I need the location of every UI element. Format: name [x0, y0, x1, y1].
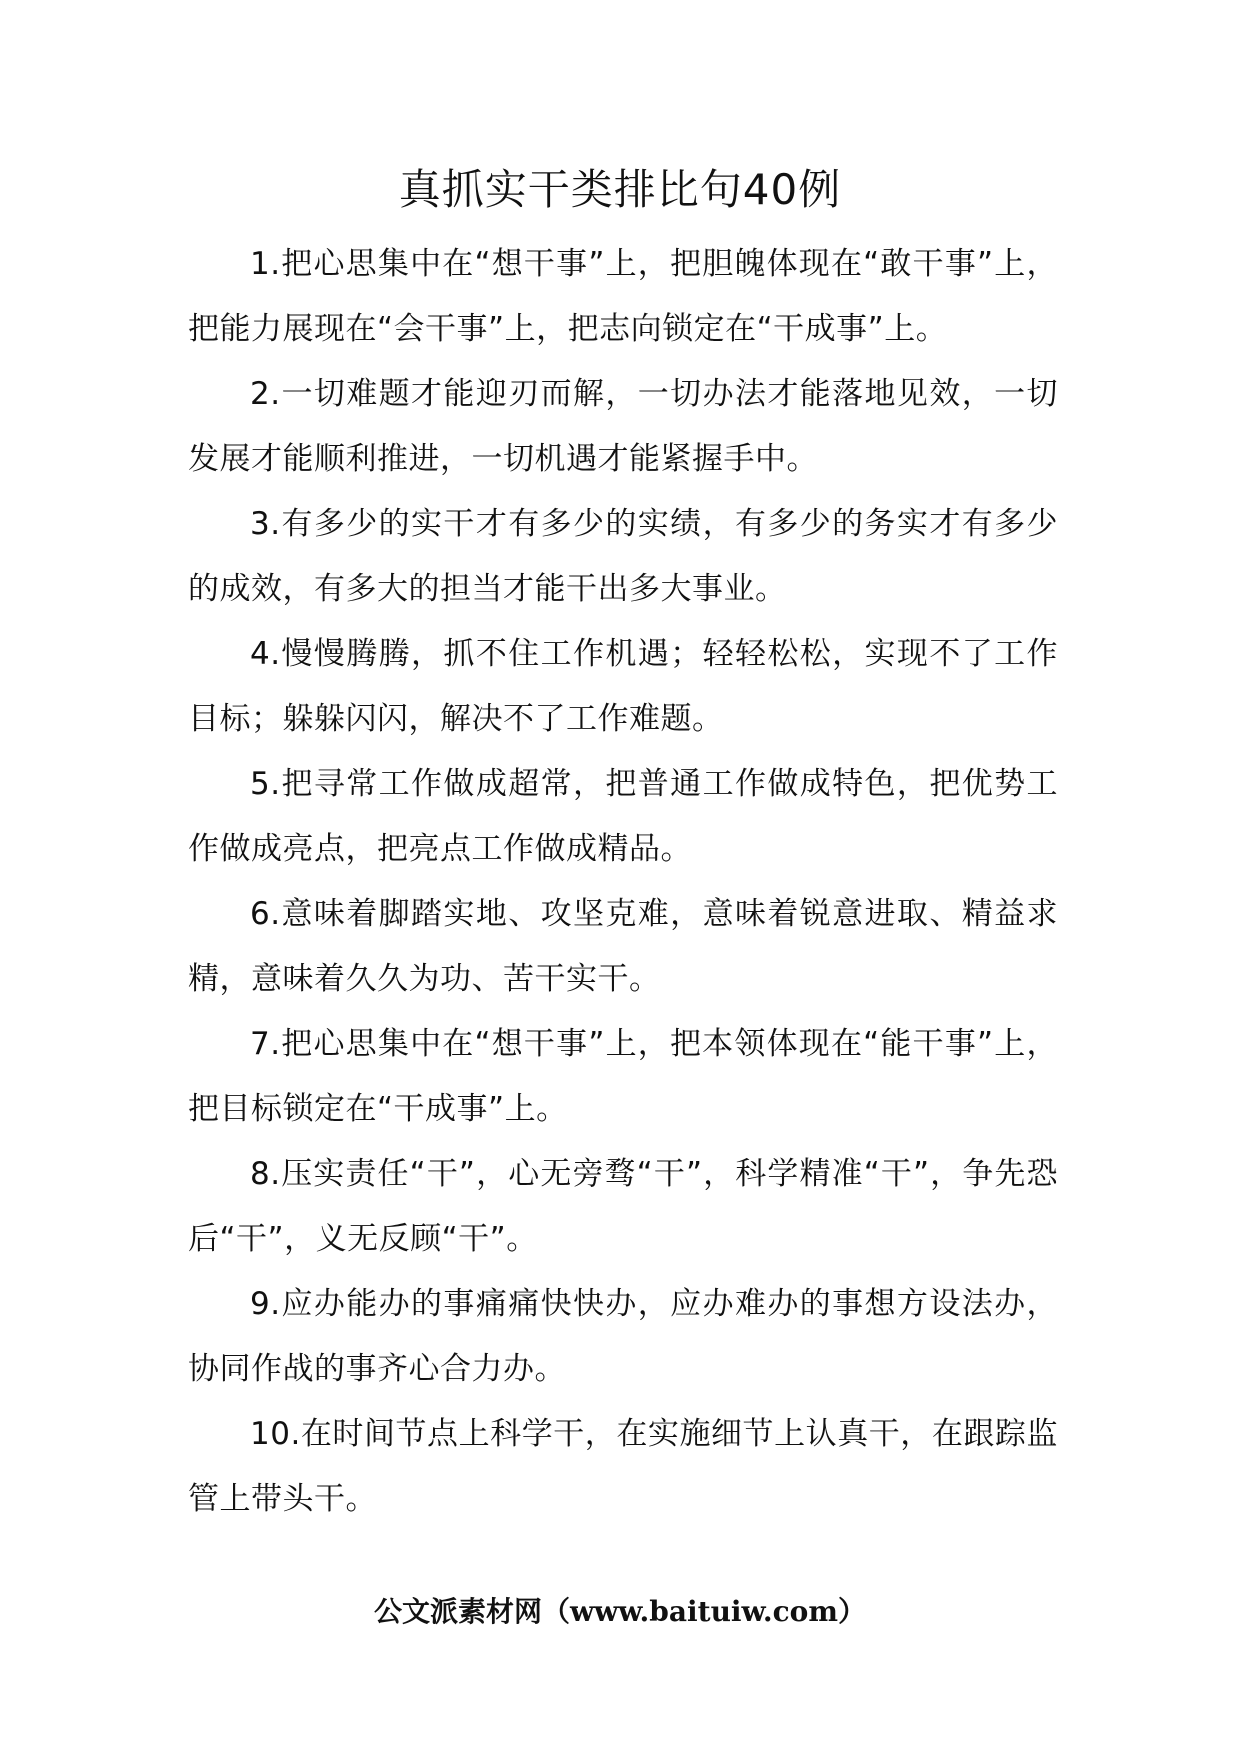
paragraph-5: 5.把寻常工作做成超常，把普通工作做成特色，把优势工作做成亮点，把亮点工作做成精品。 — [188, 766, 1058, 867]
paragraph-1: 1.把心思集中在“想干事”上，把胆魄体现在“敢干事”上，把能力展现在“会干事”上，把志向锁定在“干成事”上。 — [188, 246, 1058, 347]
paragraph-7: 7.把心思集中在“想干事”上，把本领体现在“能干事”上，把目标锁定在“干成事”上。 — [188, 1026, 1058, 1127]
paragraph-9: 9.应办能办的事痛痛快快办，应办难办的事想方设法办，协同作战的事齐心合力办。 — [188, 1286, 1058, 1387]
paragraph-8: 8.压实责任“干”，心无旁骛“干”，科学精准“干”，争先恐后“干”，义无反顾“干”。 — [188, 1156, 1058, 1257]
paragraph-6: 6.意味着脚踏实地、攻坚克难，意味着锐意进取、精益求精，意味着久久为功、苦干实干。 — [188, 896, 1058, 997]
paragraph-4: 4.慢慢腾腾，抓不住工作机遇；轻轻松松，实现不了工作目标；躲躲闪闪，解决不了工作难题。 — [188, 636, 1058, 737]
paragraph-10: 10.在时间节点上科学干，在实施细节上认真干，在跟踪监管上带头干。 — [188, 1416, 1058, 1517]
source-footer: 公文派素材网（www.baituiw.com） — [374, 1595, 866, 1628]
document-body — [188, 232, 1058, 1532]
document-title: 真抓实干类排比句40例 — [398, 165, 842, 214]
paragraph-3: 3.有多少的实干才有多少的实绩，有多少的务实才有多少的成效，有多大的担当才能干出多大事业。 — [188, 506, 1058, 607]
paragraph-2: 2.一切难题才能迎刃而解，一切办法才能落地见效，一切发展才能顺利推进，一切机遇才能紧握手中。 — [188, 376, 1058, 477]
